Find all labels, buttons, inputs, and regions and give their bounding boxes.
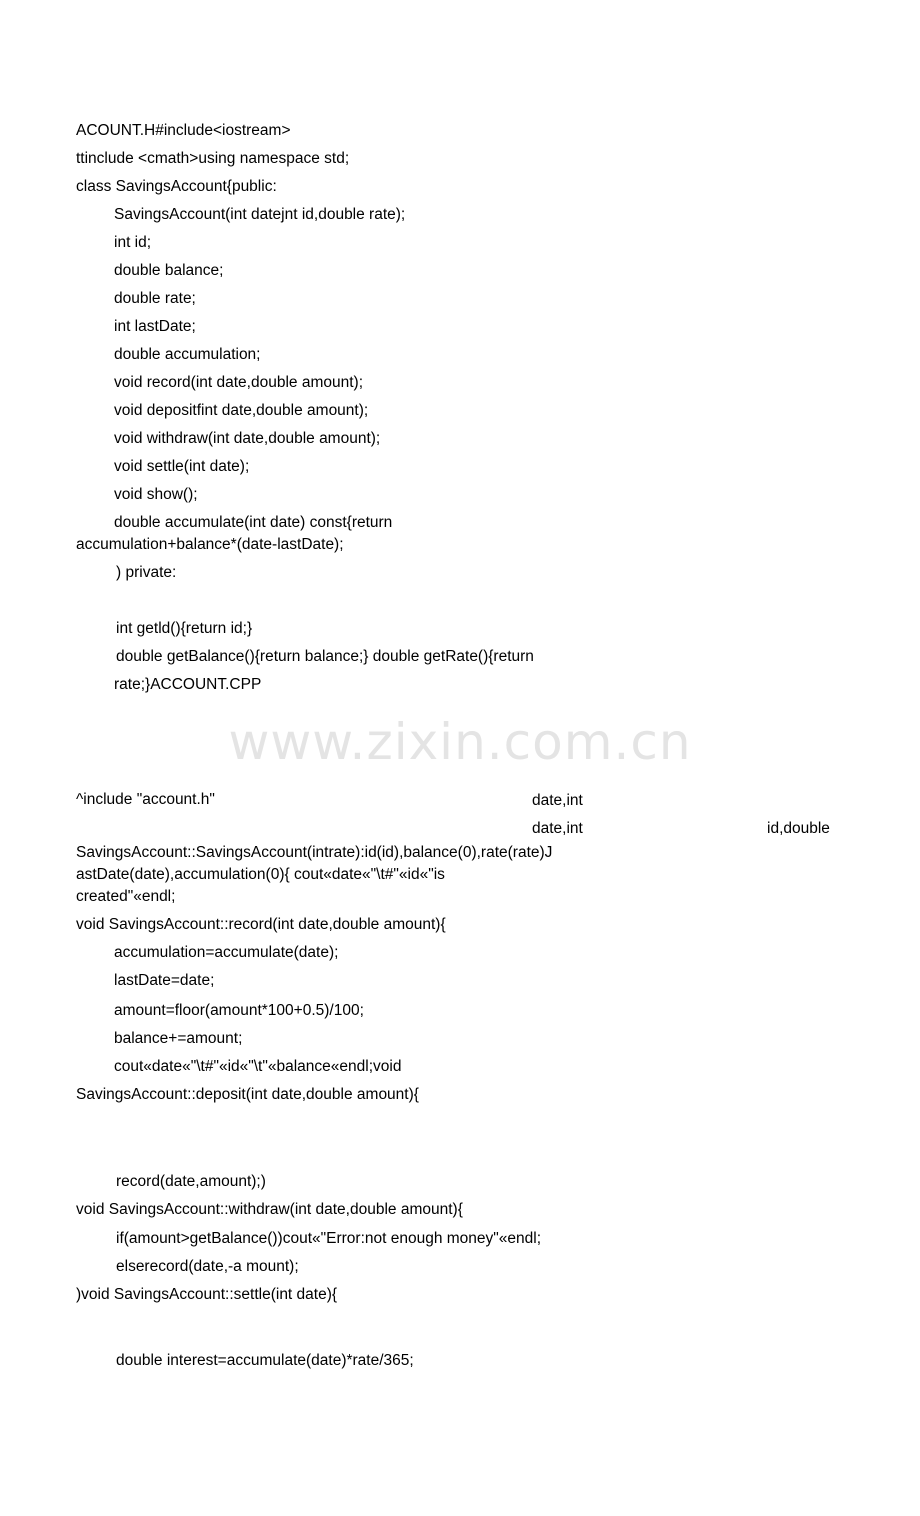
code-line: SavingsAccount(int datejnt id,double rate);: [114, 206, 406, 223]
code-line: class SavingsAccount{public:: [76, 178, 277, 195]
code-line: accumulation=accumulate(date);: [114, 944, 339, 961]
code-line: void show();: [114, 486, 198, 503]
code-line: rate;}ACCOUNT.CPP: [114, 676, 262, 693]
code-line: ttinclude <cmath>using namespace std;: [76, 150, 350, 167]
code-line: void record(int date,double amount);: [114, 374, 364, 391]
code-line: )void SavingsAccount::settle(int date){: [76, 1286, 338, 1303]
code-line: ACOUNT.H#include<iostream>: [76, 122, 291, 139]
code-line: if(amount>getBalance())cout«"Error:not enough money"«endl;: [116, 1230, 542, 1247]
code-line: accumulation+balance*(date-lastDate);: [76, 536, 344, 553]
code-line: double rate;: [114, 290, 196, 307]
code-line: astDate(date),accumulation(0){ cout«date«"\t#"«id«"is: [76, 866, 445, 883]
code-line: int getld(){return id;}: [116, 620, 253, 637]
code-line: date,int: [532, 792, 583, 809]
code-line: void settle(int date);: [114, 458, 250, 475]
code-line: cout«date«"\t#"«id«"\t"«balance«endl;void: [114, 1058, 402, 1075]
code-line: ) private:: [116, 564, 177, 581]
code-line: record(date,amount);): [116, 1173, 266, 1190]
code-line: double accumulation;: [114, 346, 261, 363]
code-line: ^include "account.h": [76, 791, 215, 808]
code-line: SavingsAccount::deposit(int date,double amount){: [76, 1086, 419, 1103]
code-line: SavingsAccount::SavingsAccount(intrate):id(id),balance(0),rate(rate)J: [76, 844, 553, 861]
code-line: amount=floor(amount*100+0.5)/100;: [114, 1002, 364, 1019]
code-line: double interest=accumulate(date)*rate/365;: [116, 1352, 414, 1369]
code-line: int lastDate;: [114, 318, 196, 335]
code-line: double balance;: [114, 262, 224, 279]
code-line: void SavingsAccount::withdraw(int date,double amount){: [76, 1201, 463, 1218]
code-line: elserecord(date,-a mount);: [116, 1258, 299, 1275]
code-line: double getBalance(){return balance;} double getRate(){return: [116, 648, 534, 665]
code-line: void withdraw(int date,double amount);: [114, 430, 381, 447]
code-line: id,double: [767, 820, 830, 837]
watermark: www.zixin.com.cn: [228, 713, 692, 771]
code-line: created"«endl;: [76, 888, 176, 905]
code-line: void depositfint date,double amount);: [114, 402, 369, 419]
code-line: date,int: [532, 820, 583, 837]
code-line: double accumulate(int date) const{return: [114, 514, 393, 531]
code-line: void SavingsAccount::record(int date,double amount){: [76, 916, 446, 933]
code-line: balance+=amount;: [114, 1030, 243, 1047]
code-line: lastDate=date;: [114, 972, 215, 989]
code-line: int id;: [114, 234, 152, 251]
